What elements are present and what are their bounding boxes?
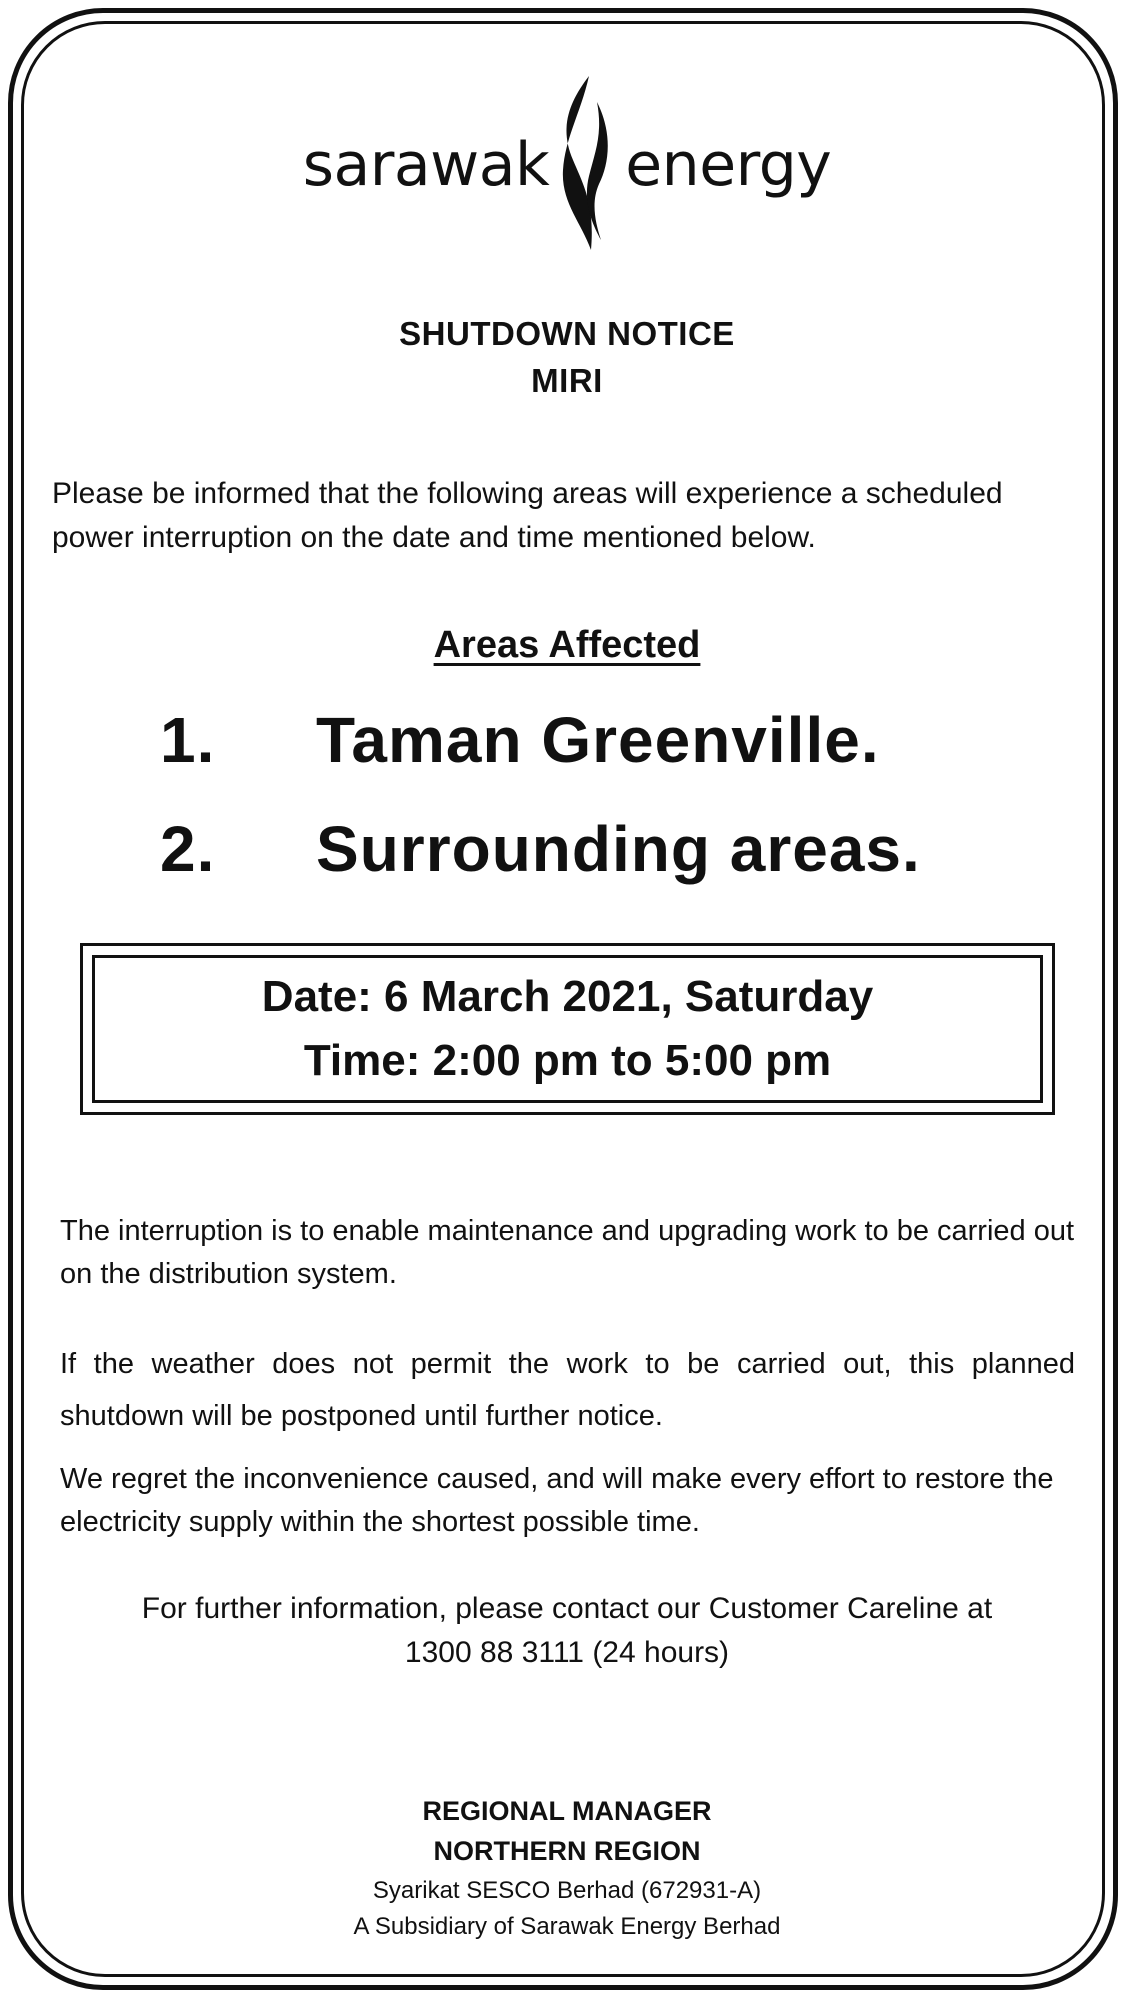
area-item [160,812,921,886]
area-number: 2. [160,813,216,885]
contact-block [0,1587,1134,1675]
company-name: Syarikat SESCO Berhad (672931-A) [372,1877,762,1904]
careline-number: 1300 88 3111 (24 hours) [404,1636,730,1669]
area-name: Taman Greenville. [316,704,880,776]
schedule-box [92,955,1043,1103]
intro-paragraph: Please be informed that the following areas will experience a scheduled power interruption on the date and time mentioned below. [52,477,1003,554]
area-number: 1. [160,704,216,776]
areas-heading: Areas Affected [433,624,701,666]
schedule-time: Time: 2:00 pm to 5:00 pm [303,1036,832,1085]
weather-paragraph: If the weather does not permit the work to be carried out, this planned shutdown will be postponed until further notice. [60,1348,1075,1432]
schedule-date: Date: 6 March 2021, Saturday [261,972,874,1021]
area-name: Surrounding areas. [316,813,921,885]
logo-right-word: energy [625,129,832,200]
flame-icon [551,72,623,257]
signatory-title: REGIONAL MANAGER [422,1796,712,1826]
sarawak-energy-logo [0,72,1134,257]
notice-location: MIRI [531,362,603,399]
logo-left-word: sarawak [302,129,550,200]
regret-paragraph: We regret the inconvenience caused, and will make every effort to restore the electricity supply within the shortest possible time. [60,1463,1054,1538]
contact-text: For further information, please contact our Customer Careline at [141,1592,993,1625]
subsidiary-line: A Subsidiary of Sarawak Energy Berhad [353,1913,781,1940]
area-item [160,703,880,777]
notice-title: SHUTDOWN NOTICE [399,315,735,352]
signatory-region: NORTHERN REGION [433,1836,701,1866]
purpose-paragraph: The interruption is to enable maintenance and upgrading work to be carried out on the distribution system. [60,1215,1075,1290]
